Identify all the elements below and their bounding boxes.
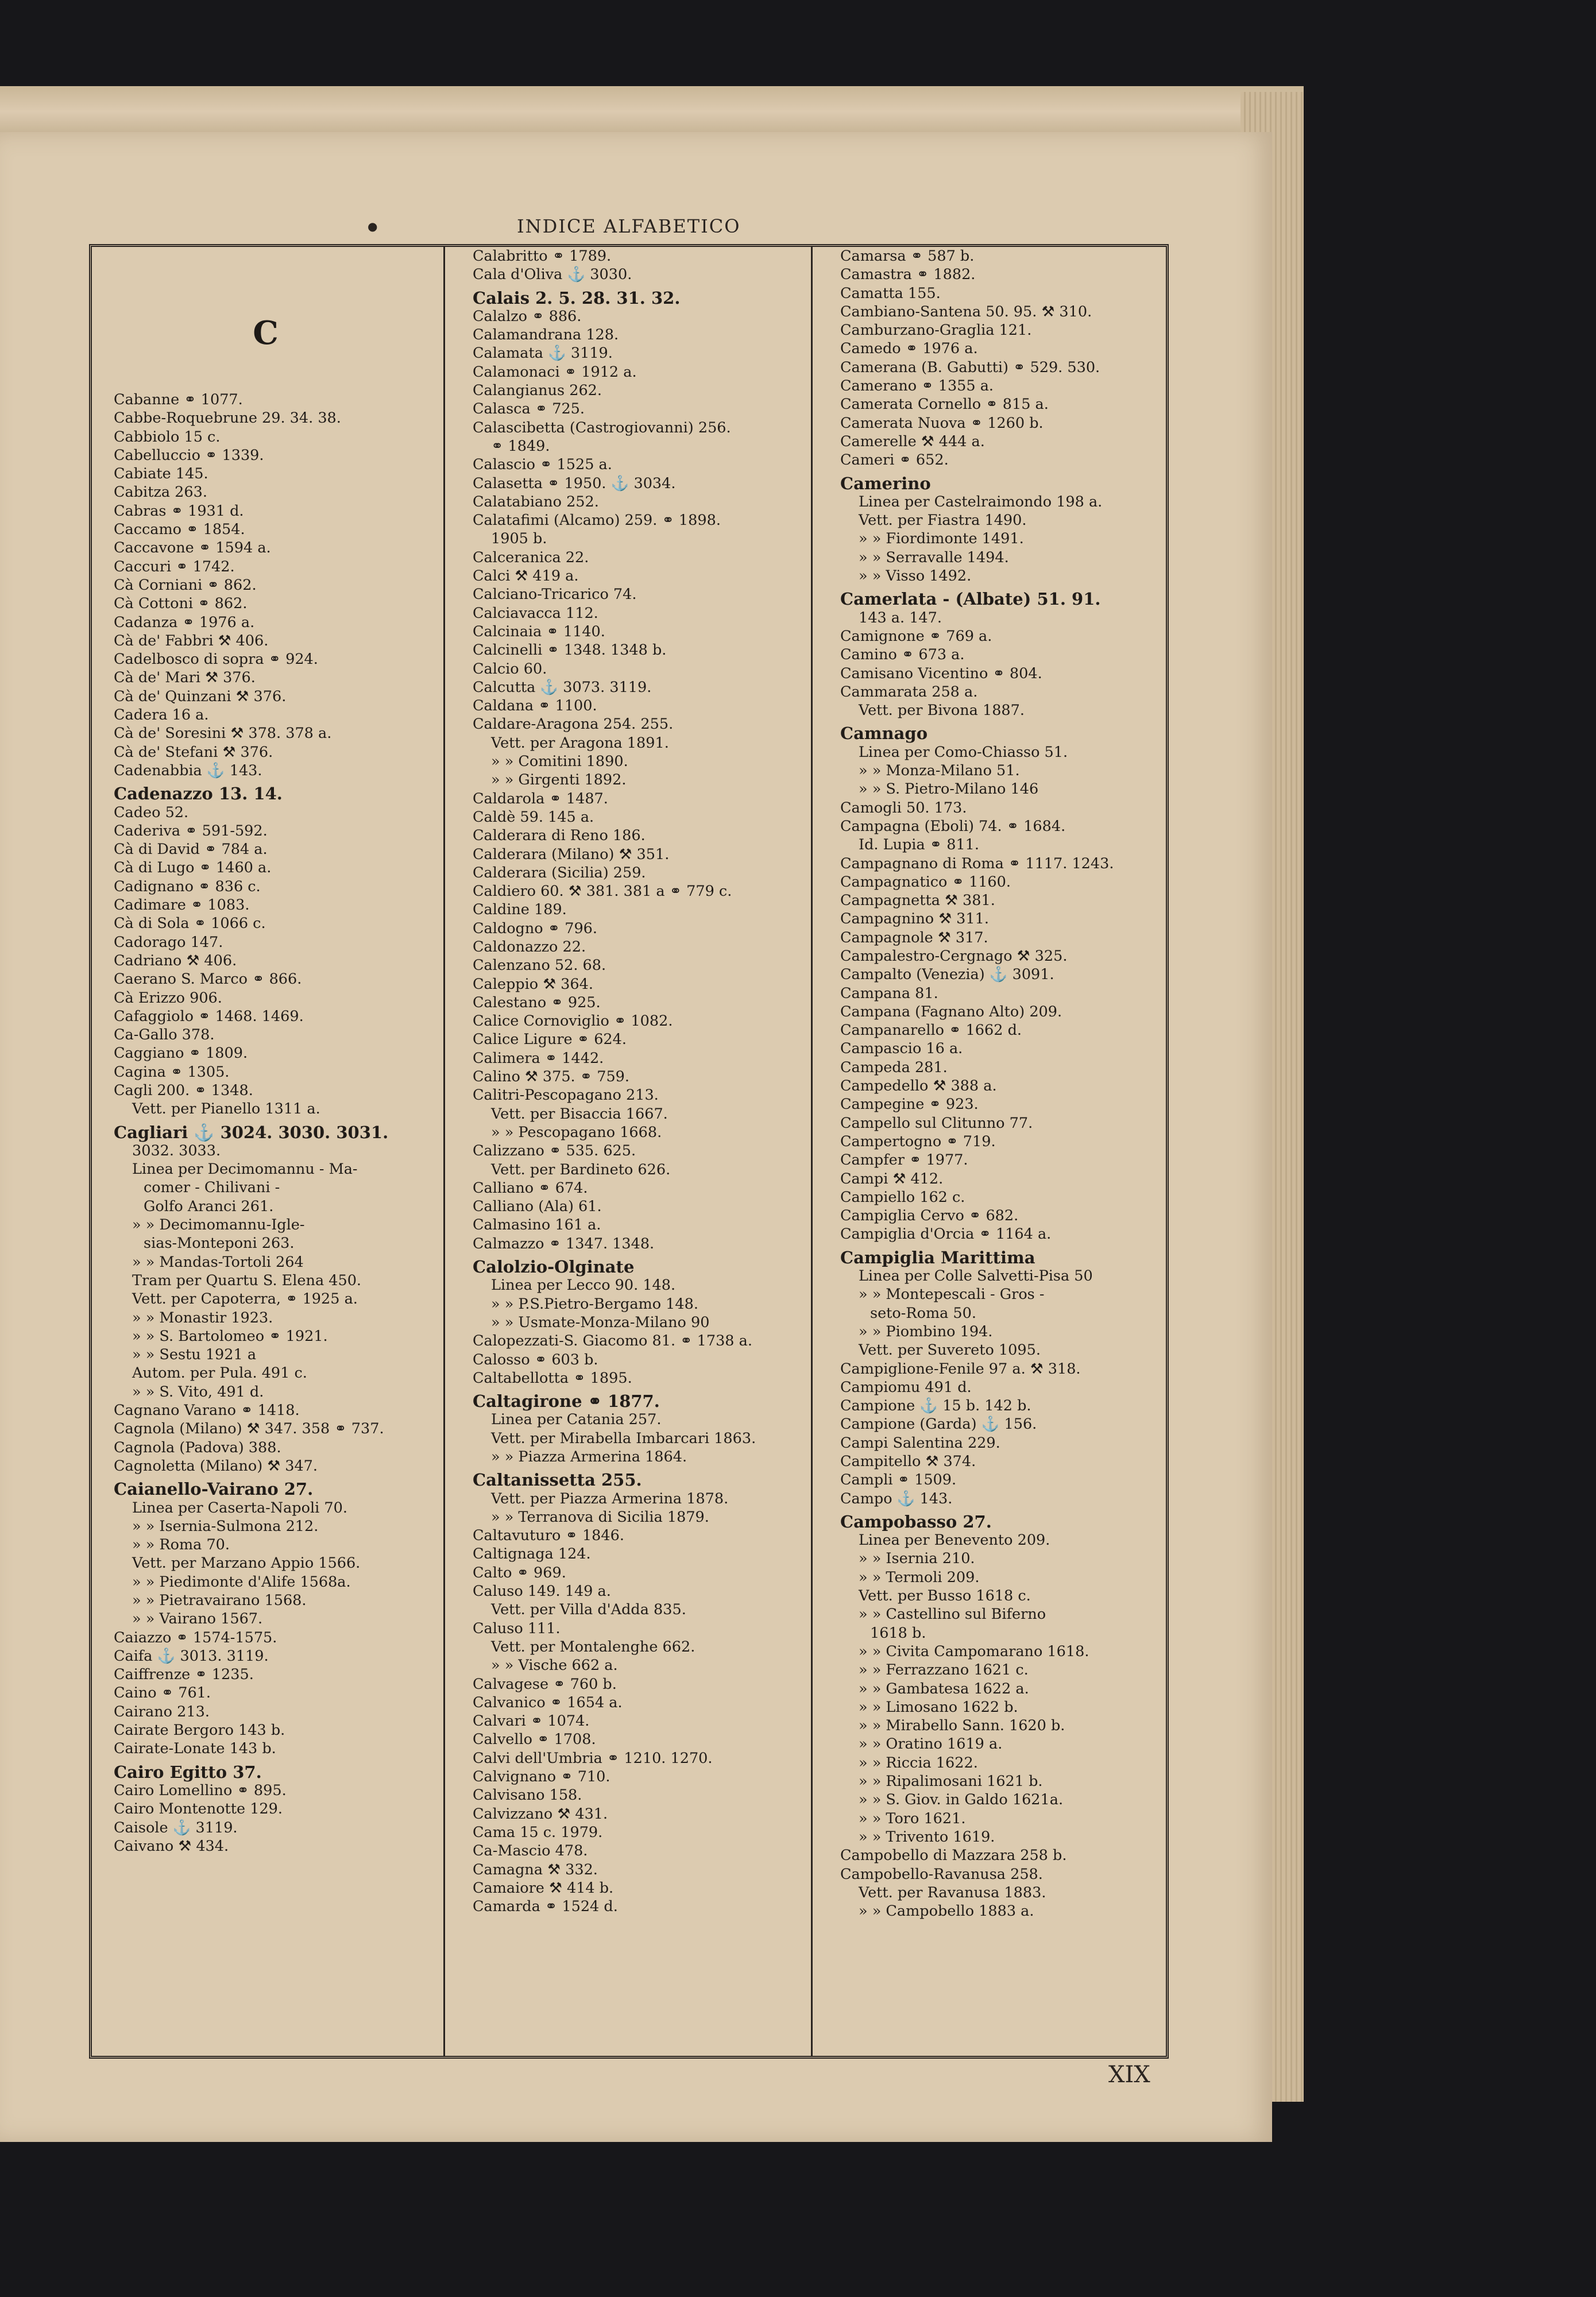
- index-entry: Vett. per Busso 1618 c.: [859, 1587, 1031, 1605]
- index-entry: Caltavuturo ⚭ 1846.: [473, 1527, 624, 1545]
- index-entry: Campagnino ⚒ 311.: [840, 910, 989, 928]
- index-entry: » » Monastir 1923.: [132, 1309, 273, 1327]
- index-entry: » » Gambatesa 1622 a.: [859, 1680, 1029, 1697]
- index-entry: » » Montepescali - Gros -: [859, 1286, 1045, 1304]
- index-entry: Cabbe-Roquebrune 29. 34. 38.: [114, 409, 341, 427]
- index-entry: Cà de' Quinzani ⚒ 376.: [114, 687, 287, 705]
- index-entry: Autom. per Pula. 491 c.: [132, 1364, 307, 1382]
- index-entry: Cagli 200. ⚭ 1348.: [114, 1081, 253, 1099]
- index-entry: Camarda ⚭ 1524 d.: [473, 1898, 618, 1916]
- index-entry: » » Pescopagano 1668.: [491, 1123, 662, 1141]
- index-entry: » » Comitini 1890.: [491, 753, 628, 771]
- index-entry: Calceranica 22.: [473, 548, 589, 566]
- index-column-1: [92, 247, 439, 2056]
- index-entry: seto-Roma 50.: [870, 1304, 976, 1322]
- index-entry: Cà Cottoni ⚭ 862.: [114, 595, 248, 613]
- index-entry: » » Serravalle 1494.: [859, 548, 1009, 566]
- index-entry: Golfo Aranci 261.: [144, 1197, 274, 1215]
- index-entry: Caivano ⚒ 434.: [114, 1837, 229, 1855]
- index-entry: Campiomu 491 d.: [840, 1378, 972, 1396]
- index-entry: Linea per Lecco 90. 148.: [491, 1277, 676, 1294]
- index-entry: Cabelluccio ⚭ 1339.: [114, 446, 264, 464]
- index-entry: Caggiano ⚭ 1809.: [114, 1045, 248, 1062]
- index-entry: Calascibetta (Castrogiovanni) 256.: [473, 419, 731, 436]
- index-entry: Calizzano ⚭ 535. 625.: [473, 1142, 636, 1160]
- section-letter: C: [253, 314, 279, 352]
- index-entry: » » Mandas-Tortoli 264: [132, 1253, 304, 1271]
- index-heading: Camnago: [840, 724, 928, 744]
- index-entry: » » Riccia 1622.: [859, 1754, 978, 1772]
- index-entry: Cà Corniani ⚭ 862.: [114, 576, 257, 594]
- index-entry: Campertogno ⚭ 719.: [840, 1132, 996, 1150]
- index-entry: Calitri-Pescopagano 213.: [473, 1086, 659, 1104]
- index-entry: Cadelbosco di sopra ⚭ 924.: [114, 651, 318, 668]
- index-entry: » » S. Pietro-Milano 146: [859, 780, 1039, 798]
- index-entry: Vett. per Bivona 1887.: [859, 702, 1025, 720]
- index-entry: Caiffrenze ⚭ 1235.: [114, 1666, 254, 1684]
- index-entry: Campascio 16 a.: [840, 1040, 963, 1058]
- index-entry: Caldare-Aragona 254. 255.: [473, 716, 674, 733]
- index-entry: Caccavone ⚭ 1594 a.: [114, 539, 271, 557]
- index-entry: Ca-Gallo 378.: [114, 1026, 215, 1044]
- index-entry: Calvi dell'Umbria ⚭ 1210. 1270.: [473, 1749, 713, 1767]
- index-entry: Camignone ⚭ 769 a.: [840, 627, 992, 645]
- index-heading: Camerino: [840, 473, 931, 493]
- index-entry: Caleppio ⚒ 364.: [473, 975, 593, 993]
- index-entry: Campagnatico ⚭ 1160.: [840, 873, 1011, 891]
- index-entry: Cà de' Mari ⚒ 376.: [114, 669, 256, 687]
- index-heading: Cairo Egitto 37.: [114, 1762, 262, 1782]
- index-entry: Campana (Fagnano Alto) 209.: [840, 1003, 1062, 1020]
- index-entry: Id. Lupia ⚭ 811.: [859, 836, 980, 854]
- index-entry: Camastra ⚭ 1882.: [840, 266, 976, 284]
- index-entry: Calvello ⚭ 1708.: [473, 1731, 596, 1749]
- index-entry: » » Girgenti 1892.: [491, 771, 627, 789]
- index-entry: Camerana (B. Gabutti) ⚭ 529. 530.: [840, 358, 1100, 376]
- index-entry: Cairo Montenotte 129.: [114, 1800, 283, 1818]
- index-entry: Caccuri ⚭ 1742.: [114, 558, 235, 575]
- index-entry: » » Sestu 1921 a: [132, 1346, 257, 1364]
- index-entry: Calderara di Reno 186.: [473, 827, 646, 845]
- index-entry: Calci ⚒ 419 a.: [473, 567, 579, 585]
- index-entry: Camerata Nuova ⚭ 1260 b.: [840, 414, 1044, 432]
- index-entry: Calascio ⚭ 1525 a.: [473, 456, 612, 474]
- index-entry: Campello sul Clitunno 77.: [840, 1114, 1033, 1132]
- index-heading: Cadenazzo 13. 14.: [114, 784, 283, 804]
- index-entry: » » Isernia-Sulmona 212.: [132, 1517, 319, 1535]
- page-number: XIX: [1108, 2062, 1150, 2088]
- index-entry: Calatabiano 252.: [473, 493, 599, 511]
- index-entry: Cà Erizzo 906.: [114, 989, 222, 1007]
- index-entry: 143 a. 147.: [859, 609, 942, 627]
- index-entry: Cabbiolo 15 c.: [114, 428, 221, 446]
- index-entry: Calopezzati-S. Giacomo 81. ⚭ 1738 a.: [473, 1332, 752, 1350]
- index-entry: Calestano ⚭ 925.: [473, 993, 601, 1011]
- index-entry: Cabitza 263.: [114, 484, 207, 501]
- index-entry: 1905 b.: [491, 530, 547, 548]
- index-frame: [89, 244, 1169, 2059]
- index-entry: Campi Salentina 229.: [840, 1434, 1000, 1452]
- index-entry: Campeda 281.: [840, 1058, 948, 1076]
- index-entry: Cama 15 c. 1979.: [473, 1823, 603, 1841]
- index-entry: Campione ⚓ 15 b. 142 b.: [840, 1397, 1031, 1415]
- index-entry: » » Campobello 1883 a.: [859, 1902, 1034, 1920]
- index-entry: Calatafimi (Alcamo) 259. ⚭ 1898.: [473, 512, 721, 529]
- index-entry: Cammarata 258 a.: [840, 683, 978, 701]
- index-entry: » » Ferrazzano 1621 c.: [859, 1661, 1029, 1679]
- index-entry: Campiello 162 c.: [840, 1188, 965, 1206]
- column-3-entries: [818, 247, 1166, 1920]
- index-entry: » » S. Vito, 491 d.: [132, 1383, 264, 1401]
- index-entry: Calderara (Milano) ⚒ 351.: [473, 845, 670, 863]
- index-entry: Calvari ⚭ 1074.: [473, 1712, 590, 1730]
- index-entry: Cairate Bergoro 143 b.: [114, 1722, 285, 1739]
- column-1-entries: [92, 390, 439, 1855]
- index-entry: Tram per Quartu S. Elena 450.: [132, 1271, 362, 1289]
- book-page: [0, 132, 1272, 2142]
- index-entry: Calimera ⚭ 1442.: [473, 1049, 604, 1067]
- index-entry: » » Piazza Armerina 1864.: [491, 1448, 687, 1465]
- index-entry: » » Civita Campomarano 1618.: [859, 1642, 1089, 1660]
- index-entry: Calamandrana 128.: [473, 326, 619, 344]
- index-entry: Vett. per Pianello 1311 a.: [132, 1100, 320, 1118]
- index-entry: Cadenabbia ⚓ 143.: [114, 761, 262, 779]
- index-entry: Cagnoletta (Milano) ⚒ 347.: [114, 1457, 318, 1475]
- index-entry: » » Fiordimonte 1491.: [859, 530, 1024, 548]
- index-entry: Camedo ⚭ 1976 a.: [840, 340, 978, 358]
- index-entry: Calto ⚭ 969.: [473, 1564, 566, 1581]
- index-entry: Campegine ⚭ 923.: [840, 1096, 979, 1113]
- index-entry: Cairano 213.: [114, 1703, 210, 1720]
- index-entry: Linea per Colle Salvetti-Pisa 50: [859, 1267, 1093, 1285]
- index-entry: Linea per Castelraimondo 198 a.: [859, 493, 1103, 511]
- header-ornament: ●: [368, 219, 378, 233]
- index-entry: Caisole ⚓ 3119.: [114, 1819, 238, 1836]
- index-entry: Camino ⚭ 673 a.: [840, 646, 965, 664]
- index-entry: Calino ⚒ 375. ⚭ 759.: [473, 1068, 630, 1086]
- index-entry: Cagina ⚭ 1305.: [114, 1063, 230, 1081]
- index-entry: Calice Ligure ⚭ 624.: [473, 1031, 627, 1049]
- index-entry: Cameri ⚭ 652.: [840, 451, 949, 469]
- index-entry: Campalto (Venezia) ⚓ 3091.: [840, 966, 1054, 984]
- index-entry: Cala d'Oliva ⚓ 3030.: [473, 266, 632, 284]
- index-entry: Calvisano 158.: [473, 1786, 582, 1804]
- index-entry: Camisano Vicentino ⚭ 804.: [840, 664, 1042, 682]
- index-entry: » » Oratino 1619 a.: [859, 1735, 1003, 1753]
- index-entry: Caluso 111.: [473, 1619, 561, 1637]
- index-entry: Caerano S. Marco ⚭ 866.: [114, 970, 302, 988]
- index-entry: Linea per Caserta-Napoli 70.: [132, 1499, 347, 1517]
- index-entry: Caiazzo ⚭ 1574-1575.: [114, 1629, 277, 1646]
- index-entry: Calcinaia ⚭ 1140.: [473, 622, 605, 640]
- index-entry: » » Roma 70.: [132, 1536, 230, 1554]
- index-entry: Campedello ⚒ 388 a.: [840, 1077, 997, 1095]
- index-entry: Cadeo 52.: [114, 803, 189, 821]
- index-entry: » » Castellino sul Biferno: [859, 1606, 1046, 1623]
- index-entry: Campione (Garda) ⚓ 156.: [840, 1416, 1037, 1433]
- index-entry: Campi ⚒ 412.: [840, 1170, 944, 1188]
- index-heading: Caianello-Vairano 27.: [114, 1479, 314, 1499]
- index-heading: Camerlata - (Albate) 51. 91.: [840, 589, 1101, 609]
- index-entry: Cambiano-Santena 50. 95. ⚒ 310.: [840, 303, 1092, 320]
- index-entry: Calliano (Ala) 61.: [473, 1198, 602, 1216]
- index-entry: Caldè 59. 145 a.: [473, 808, 594, 826]
- index-entry: Calabritto ⚭ 1789.: [473, 248, 612, 265]
- index-entry: Camerelle ⚒ 444 a.: [840, 432, 985, 450]
- index-entry: » » P.S.Pietro-Bergamo 148.: [491, 1295, 698, 1313]
- index-entry: Cadorago 147.: [114, 933, 223, 951]
- index-entry: Caldine 189.: [473, 901, 567, 919]
- index-entry: Campli ⚭ 1509.: [840, 1471, 957, 1489]
- index-entry: sias-Monteponi 263.: [144, 1235, 295, 1252]
- index-entry: Camaiore ⚒ 414 b.: [473, 1879, 614, 1897]
- index-entry: Cà de' Stefani ⚒ 376.: [114, 743, 273, 761]
- index-entry: Camarsa ⚭ 587 b.: [840, 248, 975, 265]
- index-heading: Cagliari ⚓ 3024. 3030. 3031.: [114, 1122, 389, 1142]
- index-entry: Cabras ⚭ 1931 d.: [114, 502, 244, 520]
- index-entry: Camburzano-Graglia 121.: [840, 322, 1032, 339]
- index-entry: » » Pietravairano 1568.: [132, 1592, 307, 1609]
- column-2-entries: [451, 247, 807, 1916]
- index-entry: Calalzo ⚭ 886.: [473, 307, 582, 325]
- index-entry: Cabiate 145.: [114, 465, 208, 483]
- index-entry: Campanarello ⚭ 1662 d.: [840, 1022, 1022, 1039]
- index-entry: Calcutta ⚓ 3073. 3119.: [473, 678, 652, 696]
- index-entry: Campiglia Cervo ⚭ 682.: [840, 1207, 1019, 1225]
- index-heading: Calais 2. 5. 28. 31. 32.: [473, 288, 681, 308]
- index-entry: Caldogno ⚭ 796.: [473, 919, 597, 937]
- column-divider: [443, 247, 445, 2056]
- index-entry: » » Vische 662 a.: [491, 1657, 618, 1675]
- index-entry: Camatta 155.: [840, 284, 941, 302]
- index-entry: » » Usmate-Monza-Milano 90: [491, 1313, 710, 1331]
- index-column-3: [818, 247, 1166, 2056]
- index-entry: Linea per Benevento 209.: [859, 1532, 1050, 1549]
- index-entry: » » Piedimonte d'Alife 1568a.: [132, 1573, 351, 1591]
- index-entry: Calice Cornoviglio ⚭ 1082.: [473, 1012, 673, 1030]
- index-entry: Calderara (Sicilia) 259.: [473, 864, 646, 881]
- index-entry: Caldana ⚭ 1100.: [473, 697, 597, 715]
- index-entry: Vett. per Bardineto 626.: [491, 1161, 671, 1178]
- index-entry: » » S. Bartolomeo ⚭ 1921.: [132, 1327, 328, 1345]
- index-entry: Calcio 60.: [473, 660, 547, 678]
- index-entry: comer - Chilivani -: [144, 1179, 280, 1197]
- index-entry: » » Termoli 209.: [859, 1568, 980, 1586]
- index-entry: Caltignaga 124.: [473, 1545, 591, 1563]
- index-entry: Cadera 16 a.: [114, 706, 209, 724]
- index-entry: 3032. 3033.: [132, 1142, 221, 1159]
- index-entry: Caccamo ⚭ 1854.: [114, 521, 245, 539]
- index-entry: Cagnola (Milano) ⚒ 347. 358 ⚭ 737.: [114, 1420, 384, 1438]
- index-entry: Caderiva ⚭ 591-592.: [114, 822, 268, 840]
- index-entry: Campagna (Eboli) 74. ⚭ 1684.: [840, 817, 1066, 835]
- index-entry: Cà de' Fabbri ⚒ 406.: [114, 632, 269, 649]
- index-entry: Camerata Cornello ⚭ 815 a.: [840, 396, 1049, 413]
- index-entry: Ca-Mascio 478.: [473, 1842, 588, 1860]
- index-entry: Calmazzo ⚭ 1347. 1348.: [473, 1235, 655, 1252]
- index-entry: » » Toro 1621.: [859, 1809, 966, 1827]
- index-entry: Calliano ⚭ 674.: [473, 1179, 588, 1197]
- index-entry: Calciavacca 112.: [473, 604, 598, 622]
- index-entry: Cabanne ⚭ 1077.: [114, 391, 243, 408]
- index-entry: Calvanico ⚭ 1654 a.: [473, 1693, 623, 1711]
- index-entry: Camogli 50. 173.: [840, 799, 967, 817]
- index-entry: » » Mirabello Sann. 1620 b.: [859, 1717, 1065, 1735]
- index-heading: Calolzio-Olginate: [473, 1257, 635, 1277]
- index-entry: » » Limosano 1622 b.: [859, 1698, 1018, 1716]
- index-heading: Campobasso 27.: [840, 1511, 992, 1532]
- index-entry: Calenzano 52. 68.: [473, 957, 606, 975]
- index-entry: Caino ⚭ 761.: [114, 1684, 211, 1702]
- index-entry: Cà di David ⚭ 784 a.: [114, 841, 268, 859]
- index-entry: Vett. per Capoterra, ⚭ 1925 a.: [132, 1290, 358, 1308]
- index-entry: » » S. Giov. in Galdo 1621a.: [859, 1791, 1064, 1809]
- index-entry: Camerano ⚭ 1355 a.: [840, 377, 994, 395]
- index-entry: Calamata ⚓ 3119.: [473, 345, 613, 362]
- column-divider: [811, 247, 813, 2056]
- index-entry: Linea per Como-Chiasso 51.: [859, 743, 1068, 761]
- index-entry: Caldonazzo 22.: [473, 938, 586, 956]
- index-entry: Caldiero 60. ⚒ 381. 381 a ⚭ 779 c.: [473, 883, 732, 900]
- index-column-2: [451, 247, 807, 2056]
- index-entry: » » Trivento 1619.: [859, 1828, 995, 1846]
- index-entry: Campo ⚓ 143.: [840, 1490, 953, 1507]
- index-entry: Cadimare ⚭ 1083.: [114, 896, 250, 914]
- index-heading: Caltagirone ⚭ 1877.: [473, 1391, 660, 1412]
- index-entry: Campalestro-Cergnago ⚒ 325.: [840, 947, 1068, 965]
- index-entry: Campagnano di Roma ⚭ 1117. 1243.: [840, 854, 1114, 872]
- index-entry: Cà di Lugo ⚭ 1460 a.: [114, 859, 272, 877]
- index-entry: Cadanza ⚭ 1976 a.: [114, 613, 255, 631]
- index-entry: Vett. per Fiastra 1490.: [859, 512, 1027, 529]
- index-entry: Linea per Decimomannu - Ma-: [132, 1161, 358, 1178]
- index-entry: Vett. per Piazza Armerina 1878.: [491, 1490, 729, 1507]
- index-entry: » » Monza-Milano 51.: [859, 762, 1020, 780]
- index-entry: Cafaggiolo ⚭ 1468. 1469.: [114, 1007, 304, 1025]
- index-entry: Caluso 149. 149 a.: [473, 1583, 611, 1600]
- index-entry: Cadignano ⚭ 836 c.: [114, 877, 261, 895]
- index-entry: Caltabellotta ⚭ 1895.: [473, 1369, 632, 1387]
- index-entry: Campobello-Ravanusa 258.: [840, 1865, 1043, 1883]
- index-entry: » » Piombino 194.: [859, 1322, 993, 1340]
- index-entry: » » Visso 1492.: [859, 567, 972, 585]
- index-entry: Calmasino 161 a.: [473, 1216, 601, 1234]
- index-entry: » » Isernia 210.: [859, 1550, 975, 1568]
- index-entry: » » Ripalimosani 1621 b.: [859, 1773, 1043, 1791]
- index-entry: Calcinelli ⚭ 1348. 1348 b.: [473, 641, 667, 659]
- index-entry: Cairate-Lonate 143 b.: [114, 1740, 276, 1758]
- index-heading: Caltanissetta 255.: [473, 1470, 642, 1490]
- index-entry: Camagna ⚒ 332.: [473, 1861, 598, 1878]
- index-entry: Calvagese ⚭ 760 b.: [473, 1675, 617, 1693]
- index-entry: Campobello di Mazzara 258 b.: [840, 1847, 1067, 1865]
- page-header: INDICE ALFABETICO: [517, 215, 741, 237]
- index-entry: Cà di Sola ⚭ 1066 c.: [114, 915, 266, 933]
- index-entry: Vett. per Mirabella Imbarcari 1863.: [491, 1429, 756, 1447]
- index-entry: Campagnole ⚒ 317.: [840, 929, 988, 946]
- index-entry: Linea per Catania 257.: [491, 1411, 662, 1429]
- index-entry: Campana 81.: [840, 984, 938, 1002]
- index-entry: Calvizzano ⚒ 431.: [473, 1805, 608, 1823]
- index-entry: 1618 b.: [870, 1624, 926, 1642]
- index-entry: Calosso ⚭ 603 b.: [473, 1351, 598, 1368]
- index-entry: Calangianus 262.: [473, 382, 602, 400]
- index-entry: Cagnano Varano ⚭ 1418.: [114, 1402, 300, 1420]
- index-entry: Calvignano ⚭ 710.: [473, 1768, 610, 1786]
- index-entry: Campiglia d'Orcia ⚭ 1164 a.: [840, 1225, 1052, 1243]
- index-entry: ⚭ 1849.: [491, 437, 550, 455]
- index-entry: Campagnetta ⚒ 381.: [840, 892, 995, 910]
- index-entry: Caifa ⚓ 3013. 3119.: [114, 1647, 269, 1665]
- index-entry: » » Decimomannu-Igle-: [132, 1216, 305, 1234]
- index-entry: Calamonaci ⚭ 1912 a.: [473, 363, 637, 381]
- index-entry: Vett. per Marzano Appio 1566.: [132, 1554, 361, 1572]
- index-entry: Cadriano ⚒ 406.: [114, 952, 237, 969]
- index-entry: Calasetta ⚭ 1950. ⚓ 3034.: [473, 474, 676, 492]
- index-entry: Calasca ⚭ 725.: [473, 400, 585, 418]
- index-entry: Campiglione-Fenile 97 a. ⚒ 318.: [840, 1360, 1081, 1378]
- index-entry: Caldarola ⚭ 1487.: [473, 790, 608, 807]
- index-entry: Cà de' Soresini ⚒ 378. 378 a.: [114, 725, 332, 743]
- index-entry: Cairo Lomellino ⚭ 895.: [114, 1781, 287, 1799]
- index-entry: Vett. per Bisaccia 1667.: [491, 1105, 668, 1123]
- index-entry: Vett. per Villa d'Adda 835.: [491, 1601, 686, 1619]
- index-entry: Vett. per Montalenghe 662.: [491, 1638, 695, 1656]
- index-entry: Vett. per Ravanusa 1883.: [859, 1884, 1046, 1901]
- index-entry: Campitello ⚒ 374.: [840, 1453, 976, 1470]
- index-entry: » » Vairano 1567.: [132, 1610, 263, 1628]
- index-entry: Campfer ⚭ 1977.: [840, 1151, 968, 1169]
- index-entry: Cagnola (Padova) 388.: [114, 1438, 281, 1456]
- index-entry: Vett. per Aragona 1891.: [491, 734, 669, 752]
- index-entry: Vett. per Suvereto 1095.: [859, 1341, 1041, 1359]
- index-entry: » » Terranova di Sicilia 1879.: [491, 1508, 709, 1526]
- index-entry: Calciano-Tricarico 74.: [473, 586, 637, 604]
- index-heading: Campiglia Marittima: [840, 1247, 1035, 1267]
